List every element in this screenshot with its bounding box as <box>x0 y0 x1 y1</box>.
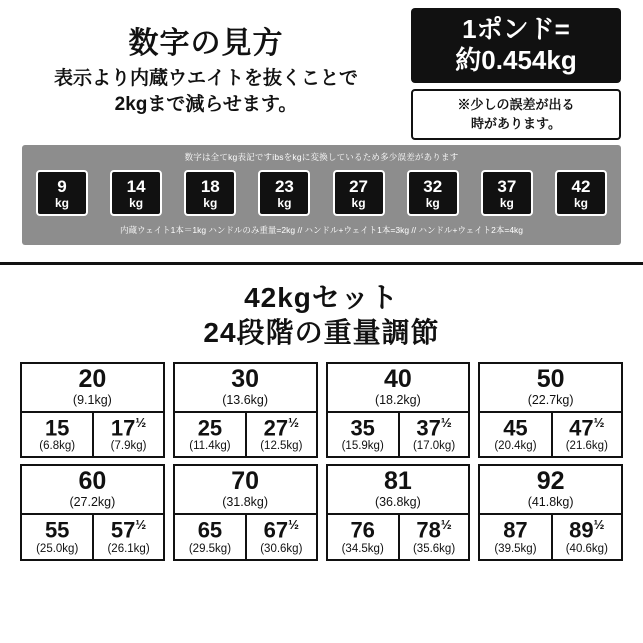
weight-card-cell <box>16 464 169 566</box>
weight-card-right-lbs: 47 <box>569 415 594 441</box>
weight-card-cell <box>474 362 627 464</box>
weight-chip-value: 37 <box>497 176 517 196</box>
pound-conversion-line2: 約0.454kg <box>455 44 577 75</box>
weight-card-secondary-row <box>22 413 163 456</box>
weight-card-secondary-left <box>328 413 398 456</box>
weight-card-right-frac: ½ <box>135 517 147 533</box>
weight-card-left-kg: (6.8kg) <box>39 440 76 453</box>
weight-card-right-frac: ½ <box>135 415 147 430</box>
weight-card-cell <box>169 362 322 464</box>
weight-card-secondary-row <box>22 515 163 558</box>
weight-chip <box>258 170 310 216</box>
weight-card-left-kg: (20.4kg) <box>494 440 537 453</box>
weight-card-right-frac: ½ <box>440 517 452 533</box>
weight-card-right-frac: ½ <box>288 415 299 430</box>
weight-card-right-lbs: 78 <box>416 517 441 543</box>
weight-card <box>326 464 471 560</box>
weight-card-secondary-right <box>92 515 162 558</box>
weight-card-primary-kg: (31.8kg) <box>222 495 269 510</box>
weight-card-right-kg: (7.9kg) <box>110 440 147 453</box>
weight-card-primary <box>22 466 163 515</box>
weight-chip-value: 14 <box>126 176 146 196</box>
pound-conversion-note <box>411 89 621 139</box>
how-to-read-numbers-section <box>0 0 643 262</box>
weight-card-secondary-row <box>480 413 621 456</box>
weight-card-cell <box>322 362 475 464</box>
weight-chip-unit: kg <box>573 195 588 210</box>
weight-chip-unit: kg <box>425 195 440 210</box>
set-title <box>0 280 643 350</box>
weight-card-left-lbs: 76 <box>350 517 375 543</box>
weight-card <box>173 362 318 458</box>
headline-block <box>22 12 390 117</box>
weight-chip-value: 27 <box>349 176 369 196</box>
weight-card-cell <box>16 362 169 464</box>
weight-chip <box>333 170 385 216</box>
weight-card-cell <box>322 464 475 566</box>
band-note-bottom: 内蔵ウェイト1本＝1kg ハンドルのみ重量=2kg // ハンドル+ウェイト1本=3kg // ハンドル+ウェイト2本=4kg <box>119 225 524 235</box>
weight-card-right-kg: (35.6kg) <box>412 542 456 555</box>
weight-card-primary <box>328 364 469 413</box>
weight-card-primary <box>480 364 621 413</box>
page-subtitle-line1: 表示より内蔵ウエイトを抜くことで <box>53 68 358 89</box>
weight-card-primary-lbs: 40 <box>383 365 412 393</box>
weight-card-primary-lbs: 92 <box>536 467 565 496</box>
weight-chip-unit: kg <box>203 195 218 210</box>
weight-card-secondary-left <box>175 515 245 558</box>
weight-card-right-kg: (40.6kg) <box>565 542 608 555</box>
weight-card-primary <box>22 364 163 413</box>
weight-card-left-lbs: 25 <box>197 415 223 441</box>
weight-card-right-kg: (26.1kg) <box>107 542 150 555</box>
pound-conversion-box <box>411 8 621 140</box>
weight-card-left-lbs: 15 <box>44 415 70 441</box>
weight-card-left-lbs: 35 <box>350 415 375 441</box>
weight-card-primary <box>175 364 316 413</box>
weight-card-primary-kg: (36.8kg) <box>374 495 421 510</box>
weight-card-primary <box>480 466 621 515</box>
page-subtitle <box>22 66 390 117</box>
weight-chip-value: 42 <box>571 176 591 196</box>
weight-card <box>478 362 623 458</box>
weight-chip-value: 9 <box>57 176 67 196</box>
weight-card-right-lbs: 37 <box>416 415 441 441</box>
weight-card-primary-lbs: 50 <box>536 365 565 393</box>
weight-card-right-lbs: 17 <box>110 415 136 441</box>
weight-card-secondary-left <box>22 515 92 558</box>
weight-card-secondary-row <box>328 413 469 456</box>
weight-card-left-kg: (11.4kg) <box>189 440 231 453</box>
weight-chip-unit: kg <box>129 195 144 210</box>
weight-card-primary-kg: (41.8kg) <box>527 495 574 510</box>
weight-chip-value: 32 <box>423 176 443 196</box>
weight-card-primary-lbs: 70 <box>231 467 260 496</box>
weight-card-secondary-right <box>398 515 468 558</box>
weight-card-primary <box>328 466 469 515</box>
weight-card-primary-lbs: 30 <box>231 365 260 393</box>
pound-conversion-note-line2: 時があります。 <box>471 115 561 131</box>
weight-card-secondary-left <box>480 413 550 456</box>
weight-card-secondary-left <box>480 515 550 558</box>
weight-card-right-frac: ½ <box>288 517 299 533</box>
weight-chip-unit: kg <box>277 195 292 210</box>
weight-card-secondary-row <box>175 515 316 558</box>
weight-set-section <box>0 262 643 567</box>
band-note-top: 数字は全てkg表記ですibsをkgに変換しているため多少誤差があります <box>184 152 459 162</box>
weight-card-primary-lbs: 60 <box>78 467 107 496</box>
weight-chip-value: 23 <box>274 176 294 196</box>
weight-card-left-lbs: 87 <box>503 517 528 543</box>
set-title-line1: 42kgセット <box>244 282 399 313</box>
weight-card-right-kg: (30.6kg) <box>260 542 303 555</box>
weight-card-right-frac: ½ <box>593 517 605 533</box>
weight-card-secondary-right <box>245 515 315 558</box>
weight-card <box>478 464 623 560</box>
weight-card-left-kg: (39.5kg) <box>494 542 537 555</box>
weight-chip-value: 18 <box>200 176 220 196</box>
weight-chip-unit: kg <box>54 195 69 210</box>
weight-card-right-lbs: 27 <box>263 415 289 441</box>
weight-card-secondary-right <box>92 413 162 456</box>
pound-conversion-line1: 1ポンド= <box>462 14 570 44</box>
weight-card-cell <box>474 464 627 566</box>
weight-card-secondary-right <box>551 413 621 456</box>
weight-chip <box>481 170 533 216</box>
weight-chip <box>36 170 88 216</box>
weight-card-primary-kg: (9.1kg) <box>72 393 112 407</box>
weight-card-primary-kg: (13.6kg) <box>222 393 269 407</box>
weight-card-left-lbs: 65 <box>197 517 223 543</box>
weight-chip <box>184 170 236 216</box>
weight-card-secondary-row <box>175 413 316 456</box>
weight-card-cell <box>169 464 322 566</box>
weight-card-right-kg: (12.5kg) <box>260 440 303 453</box>
weight-card-right-frac: ½ <box>593 415 605 430</box>
weight-chip <box>555 170 607 216</box>
set-title-line2: 24段階の重量調節 <box>203 317 440 348</box>
weight-card-secondary-right <box>245 413 315 456</box>
weight-card <box>20 464 165 560</box>
weight-chip-unit: kg <box>351 195 366 210</box>
weight-card-right-lbs: 89 <box>569 517 594 543</box>
weight-card <box>173 464 318 560</box>
weight-chips-band <box>22 145 621 245</box>
weight-card-primary-lbs: 81 <box>383 467 412 496</box>
page-subtitle-line2: 2kgまで減らせます。 <box>114 93 298 115</box>
weight-card-primary <box>175 466 316 515</box>
weight-chip-unit: kg <box>499 195 514 210</box>
weight-card-right-kg: (17.0kg) <box>412 440 456 453</box>
weight-card-left-kg: (29.5kg) <box>188 542 232 555</box>
weight-card <box>20 362 165 458</box>
weight-card-right-kg: (21.6kg) <box>565 440 608 453</box>
weight-card <box>326 362 471 458</box>
weight-chip <box>407 170 459 216</box>
weight-card-secondary-row <box>328 515 469 558</box>
weight-chip <box>110 170 162 216</box>
weight-card-secondary-left <box>328 515 398 558</box>
weight-card-secondary-right <box>398 413 468 456</box>
weight-chip-row <box>36 170 607 216</box>
weight-card-primary-kg: (22.7kg) <box>527 393 574 407</box>
weight-card-left-kg: (15.9kg) <box>341 440 384 453</box>
pound-conversion-value <box>411 8 621 83</box>
weight-card-secondary-left <box>175 413 245 456</box>
weight-card-grid <box>16 362 627 567</box>
weight-card-left-lbs: 45 <box>503 415 528 441</box>
pound-conversion-note-line1: ※少しの誤差が出る <box>457 97 575 113</box>
weight-card-right-lbs: 57 <box>110 517 136 543</box>
weight-card-secondary-left <box>22 413 92 456</box>
weight-card-secondary-row <box>480 515 621 558</box>
weight-card-left-kg: (34.5kg) <box>341 542 384 555</box>
weight-card-primary-lbs: 20 <box>78 365 107 393</box>
weight-card-right-frac: ½ <box>440 415 452 430</box>
weight-card-left-lbs: 55 <box>44 517 70 543</box>
weight-card-right-lbs: 67 <box>263 517 289 543</box>
weight-card-primary-kg: (18.2kg) <box>374 393 421 407</box>
page-title: 数字の見方 <box>128 27 284 60</box>
weight-card-primary-kg: (27.2kg) <box>69 495 116 510</box>
weight-card-secondary-right <box>551 515 621 558</box>
weight-card-left-kg: (25.0kg) <box>36 542 79 555</box>
